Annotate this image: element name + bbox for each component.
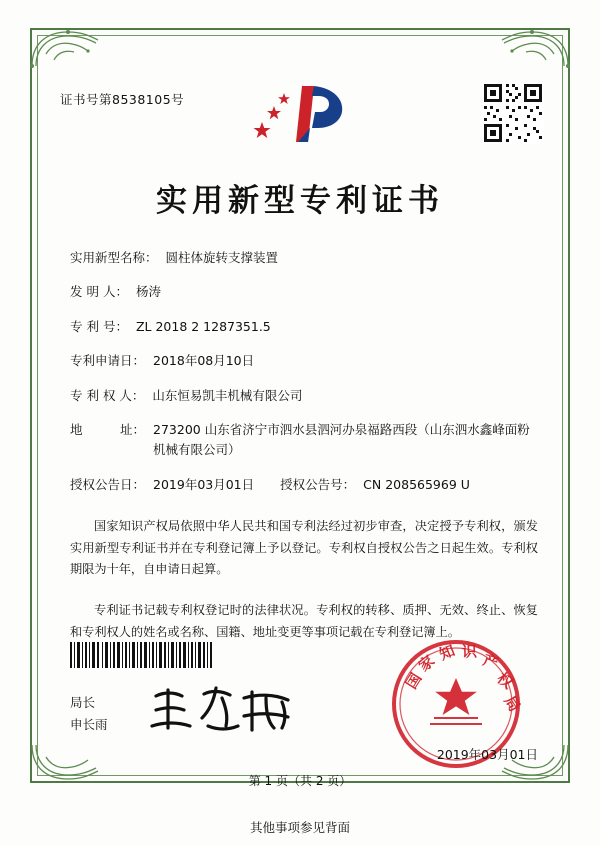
svg-text:识: 识 xyxy=(461,642,478,661)
signature-block xyxy=(70,692,108,736)
field-value: 2018年08月10日 xyxy=(153,353,255,369)
svg-text:知: 知 xyxy=(436,641,458,664)
field-value: 杨涛 xyxy=(135,284,161,300)
page-number: 第 1 页（共 2 页） xyxy=(248,774,352,788)
grant-date-value: 2019年03月01日 xyxy=(153,476,255,492)
grant-number-label: 授权公告号： xyxy=(280,476,356,492)
field-value: 山东恒易凯丰机械有限公司 xyxy=(152,387,303,403)
handwritten-signature xyxy=(148,682,308,736)
field-row-inventor xyxy=(70,282,536,301)
legal-paragraph-1: 国家知识产权局依照中华人民共和国专利法经过初步审查，决定授予专利权，颁发实用新型专利证书并在专利登记簿上予以登记。专利权自授权公告之日起生效。专利权期限为十年，自申请日起算。 xyxy=(70,519,538,577)
field-row-address xyxy=(70,420,536,460)
seal-date: 2019年03月01日 xyxy=(436,747,538,762)
svg-text:产: 产 xyxy=(480,650,501,673)
director-name-label: 申长雨 xyxy=(70,716,108,732)
grant-number-value: CN 208565969 U xyxy=(363,476,470,492)
legal-paragraph-2: 专利证书记载专利权登记时的法律状况。专利权的转移、质押、无效、终止、恢复和专利权人的姓名或名称、国籍、地址变更等事项记载在专利登记簿上。 xyxy=(70,603,538,639)
director-title-label: 局长 xyxy=(70,695,96,710)
field-row-patentee xyxy=(70,386,536,405)
svg-text:家: 家 xyxy=(415,651,439,676)
svg-text:国: 国 xyxy=(402,669,426,693)
field-value: 圆柱体旋转支撑装置 xyxy=(165,250,279,265)
grant-date-label: 授权公告日： xyxy=(70,476,146,492)
field-label: 实用新型名称： xyxy=(70,250,158,265)
field-label: 发 明 人： xyxy=(70,284,128,300)
field-label: 专 利 权 人： xyxy=(70,387,145,403)
field-value: 273200 山东省济宁市泗水县泗河办泉福路西段（山东泗水鑫峰面粉机械有限公司） xyxy=(153,421,530,457)
field-value: ZL 2018 2 1287351.5 xyxy=(135,318,271,334)
svg-text:权: 权 xyxy=(493,668,517,693)
barcode xyxy=(70,642,212,668)
field-row-grant-announcement xyxy=(70,475,536,494)
field-label: 专利申请日： xyxy=(70,353,146,369)
field-row-utility-model-name xyxy=(70,248,536,267)
certificate-number: 证书号第8538105号 xyxy=(60,92,185,107)
field-row-patent-number xyxy=(70,317,536,336)
footer-note: 其他事项参见背面 xyxy=(249,820,350,835)
svg-text:局: 局 xyxy=(500,692,522,715)
field-row-application-date xyxy=(70,351,536,370)
field-list xyxy=(70,248,536,509)
field-label: 地 址： xyxy=(70,421,146,437)
qr-code xyxy=(482,82,544,144)
page-title: 实用新型专利证书 xyxy=(156,183,444,219)
field-label: 专 利 号： xyxy=(70,318,128,334)
patent-office-logo-icon xyxy=(248,78,352,156)
